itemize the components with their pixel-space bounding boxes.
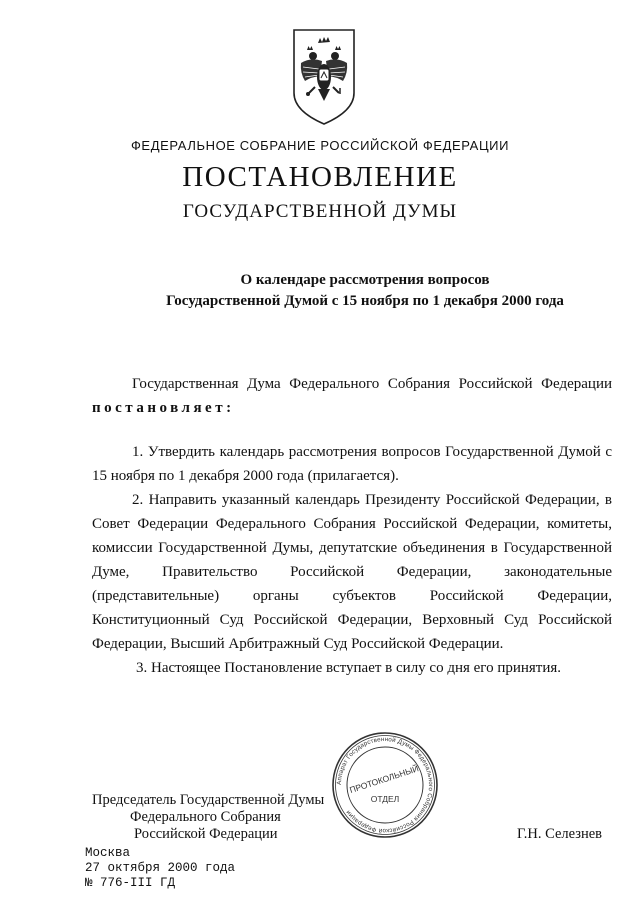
stamp-inner-bottom: ОТДЕЛ (370, 794, 400, 804)
document-body (92, 372, 612, 680)
stamp-inner-top: ПРОТОКОЛЬНЫЙ (348, 763, 420, 796)
decree-word: постановляет: (92, 400, 235, 416)
document-number: № 776-III ГД (85, 876, 176, 890)
date-of-issue: 27 октября 2000 года (85, 861, 236, 875)
item-2: 2. Направить указанный календарь Президенту Российской Федерации, в Совет Федерации Федерального Собрания Российской Федерации, комитеты, комиссии Государственной Думы, депутатские объединения в Государственной Думе, Правительство Российской Федерации, законодательные (представительные) органы субъектов Российской Федерации, Конституционный Суд Российской Федерации, Верховный Суд Российской Федерации, Высший Арбитражный Суд Российской Федерации. (92, 492, 612, 652)
parliament-name: ФЕДЕРАЛЬНОЕ СОБРАНИЕ РОССИЙСКОЙ ФЕДЕРАЦИИ (130, 138, 510, 153)
document-type: ПОСТАНОВЛЕНИЕ (182, 161, 458, 193)
document-issuer: ГОСУДАРСТВЕННОЙ ДУМЫ (182, 201, 458, 222)
subject-line-1: О календаре рассмотрения вопросов (240, 272, 490, 288)
item-3: 3. Настоящее Постановление вступает в силу со дня его принятия. (136, 660, 562, 676)
official-stamp-icon (330, 730, 440, 840)
signer-name: Г.Н. Селезнев (517, 826, 602, 842)
stamp-ring-text: Аппарат Государственной Думы Федерального Собрания Российской Федерации (335, 735, 435, 835)
document-subject (0, 270, 640, 312)
document-footer (85, 846, 235, 891)
coat-of-arms-icon (291, 27, 357, 127)
item-1: 1. Утвердить календарь рассмотрения вопросов Государственной Думой с 15 ноября по 1 декабря 2000 года (прилагается). (92, 444, 612, 484)
signature-block (92, 792, 324, 843)
preamble: Государственная Дума Федерального Собрания Российской Федерации (132, 376, 612, 392)
place-of-issue: Москва (85, 846, 131, 860)
signer-title-line-2: Федерального Собрания (130, 809, 281, 825)
signer-title-line-1: Председатель Государственной Думы (92, 792, 325, 808)
signer-title-line-3: Российской Федерации (134, 826, 278, 842)
subject-line-2: Государственной Думой с 15 ноября по 1 декабря 2000 года (166, 293, 564, 309)
